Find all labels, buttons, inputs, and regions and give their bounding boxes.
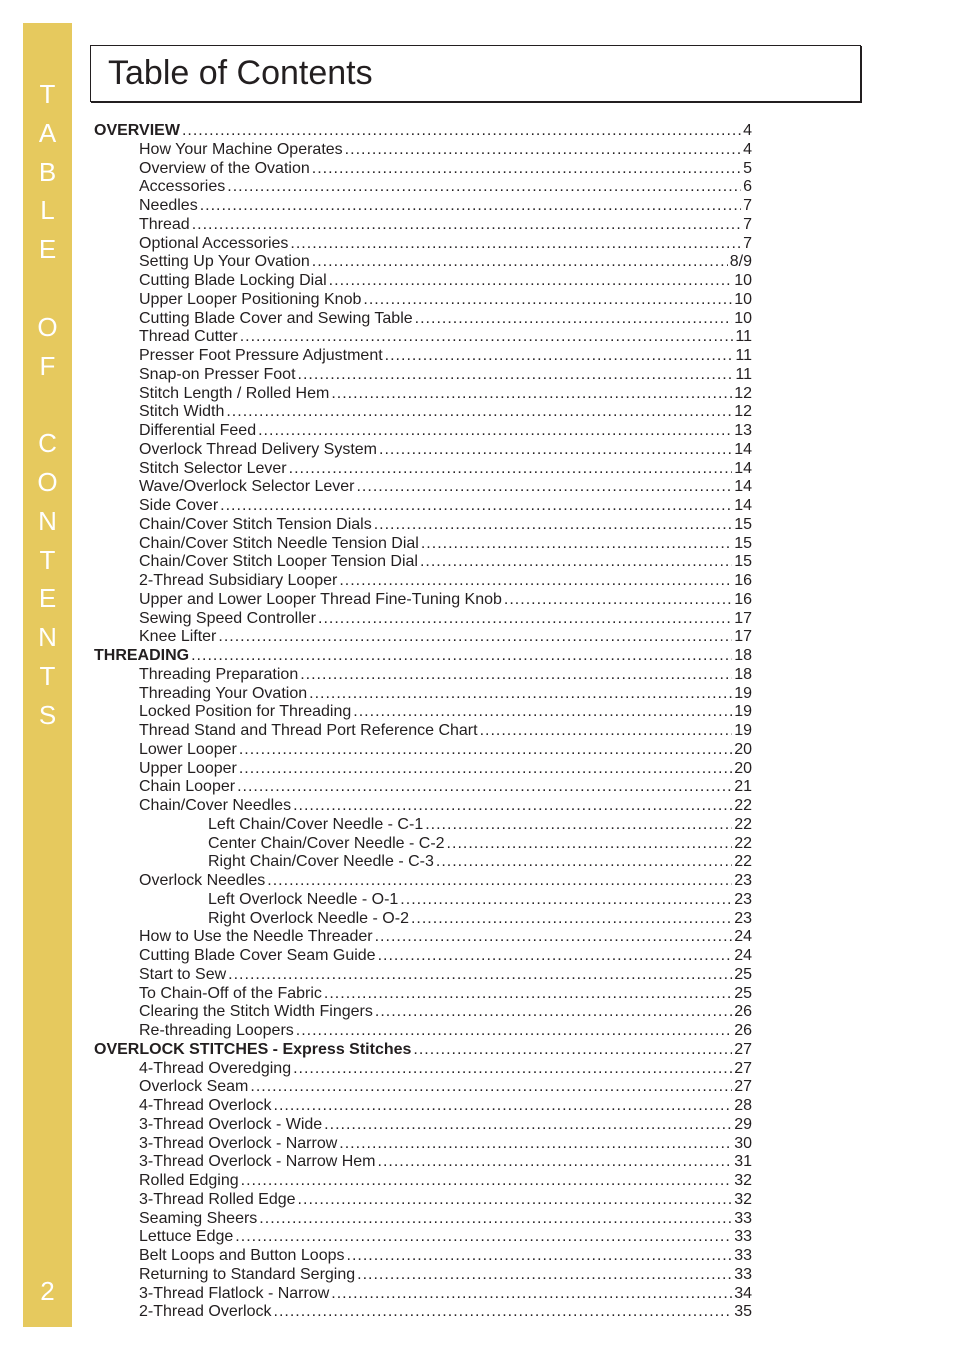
toc-page-number: 7 — [743, 197, 752, 214]
toc-dot-leader — [480, 722, 733, 741]
toc-entry — [94, 478, 752, 497]
sidebar-letter: O — [37, 311, 58, 342]
toc-entry-title: Upper and Lower Looper Thread Fine-Tuning Knob — [139, 590, 502, 608]
toc-dot-leader — [258, 422, 732, 441]
toc-page-number: 33 — [734, 1209, 752, 1227]
sidebar-letter: O — [37, 466, 58, 497]
toc-entry — [94, 441, 752, 460]
toc-dot-leader — [239, 741, 732, 760]
toc-entry — [94, 516, 752, 535]
toc-dot-leader — [375, 1003, 732, 1022]
toc-entry-title: Clearing the Stitch Width Fingers — [139, 1003, 373, 1021]
toc-dot-leader — [274, 1097, 733, 1116]
toc-dot-leader — [331, 385, 732, 404]
toc-dot-leader — [339, 1135, 732, 1154]
toc-entry-title: Side Cover — [139, 497, 219, 514]
toc-entry — [94, 1285, 752, 1304]
sidebar-letter: S — [38, 699, 57, 730]
toc-entry-title: Locked Position for Threading — [139, 703, 352, 721]
toc-page-number: 21 — [734, 778, 752, 796]
toc-entry-title: Knee Lifter — [139, 628, 217, 646]
toc-entry-title: Setting Up Your Ovation — [139, 253, 310, 271]
toc-page-number: 28 — [734, 1097, 752, 1114]
toc-dot-leader — [200, 197, 741, 216]
toc-entry — [94, 947, 752, 966]
toc-dot-leader — [227, 178, 741, 197]
sidebar-letter: T — [39, 544, 56, 575]
title-box — [90, 45, 861, 102]
toc-dot-leader — [356, 478, 732, 497]
toc-page-number: 32 — [734, 1172, 752, 1189]
sidebar-letter — [44, 269, 51, 308]
toc-entry — [94, 572, 752, 591]
toc-entry — [94, 235, 752, 254]
toc-dot-leader — [425, 816, 732, 835]
toc-page-number: 33 — [734, 1247, 752, 1264]
sidebar-letter: C — [38, 428, 57, 459]
toc-entry-title: Re-threading Loopers — [139, 1022, 294, 1039]
toc-dot-leader — [239, 760, 732, 779]
toc-page-number: 10 — [734, 309, 752, 327]
toc-entry-title: Stitch Width — [139, 403, 225, 421]
toc-dot-leader — [235, 1228, 732, 1247]
toc-page-number: 34 — [734, 1284, 752, 1302]
toc-entry — [94, 910, 752, 929]
toc-entry-title: Threading Preparation — [139, 665, 299, 683]
toc-section — [94, 122, 752, 141]
toc-entry-title: Seaming Sheers — [139, 1209, 258, 1227]
toc-page-number: 5 — [743, 159, 752, 177]
toc-page-number: 27 — [734, 1078, 752, 1096]
toc-entry — [94, 722, 752, 741]
sidebar-letter: L — [40, 195, 55, 226]
toc-dot-leader — [259, 1210, 732, 1229]
toc-dot-leader — [192, 216, 741, 235]
toc-entry-title: Cutting Blade Cover and Sewing Table — [139, 309, 413, 327]
toc-entry — [94, 178, 752, 197]
toc-entry-title: Thread Cutter — [139, 328, 238, 346]
toc-entry-title: Overlock Needles — [139, 872, 266, 889]
toc-dot-leader — [290, 235, 741, 254]
toc-entry — [94, 703, 752, 722]
toc-entry — [94, 460, 752, 479]
toc-page-number: 20 — [734, 740, 752, 758]
toc-dot-leader — [240, 328, 734, 347]
toc-entry — [94, 966, 752, 985]
toc-entry — [94, 253, 752, 272]
toc-list — [94, 122, 752, 1322]
toc-entry — [94, 291, 752, 310]
toc-entry-title: Stitch Length / Rolled Hem — [139, 384, 330, 402]
toc-dot-leader — [324, 985, 732, 1004]
toc-entry — [94, 610, 752, 629]
toc-dot-leader — [378, 947, 733, 966]
toc-dot-leader — [447, 835, 733, 854]
toc-entry-title: 3-Thread Overlock - Narrow — [139, 1134, 338, 1152]
toc-dot-leader — [375, 928, 733, 947]
toc-page-number: 23 — [734, 872, 752, 889]
toc-page-number: 27 — [734, 1040, 752, 1058]
toc-entry — [94, 1135, 752, 1154]
toc-dot-leader — [413, 1041, 732, 1060]
toc-dot-leader — [415, 310, 733, 329]
toc-entry-title: 3-Thread Rolled Edge — [139, 1190, 296, 1208]
toc-entry-title: Cutting Blade Locking Dial — [139, 272, 327, 289]
toc-dot-leader — [309, 685, 732, 704]
toc-entry-title: Start to Sew — [139, 965, 227, 983]
toc-entry — [94, 553, 752, 572]
toc-dot-leader — [339, 572, 732, 591]
toc-page-number: 10 — [734, 272, 752, 289]
toc-page-number: 22 — [734, 834, 752, 852]
toc-page-number: 12 — [734, 403, 752, 421]
toc-entry-title: Overview of the Ovation — [139, 159, 310, 177]
toc-entry — [94, 160, 752, 179]
toc-page-number: 22 — [734, 797, 752, 814]
toc-page-number: 18 — [734, 665, 752, 683]
toc-section — [94, 647, 752, 666]
toc-page-number: 14 — [734, 440, 752, 458]
toc-entry — [94, 797, 752, 816]
sidebar-letter: B — [38, 156, 57, 187]
toc-dot-leader — [324, 1116, 732, 1135]
toc-dot-leader — [345, 141, 741, 160]
toc-entry-title: Center Chain/Cover Needle - C-2 — [208, 834, 445, 852]
toc-entry — [94, 497, 752, 516]
toc-page-number: 14 — [734, 497, 752, 514]
toc-entry-title: Chain/Cover Stitch Tension Dials — [139, 515, 372, 533]
toc-dot-leader — [420, 553, 732, 572]
toc-entry-title: Cutting Blade Cover Seam Guide — [139, 947, 376, 964]
toc-page-number: 4 — [743, 122, 752, 139]
toc-entry-title: Thread — [139, 215, 190, 233]
toc-page-number: 17 — [734, 628, 752, 646]
toc-page-number: 24 — [734, 947, 752, 964]
toc-entry — [94, 1210, 752, 1229]
toc-entry — [94, 1097, 752, 1116]
toc-entry-title: Upper Looper Positioning Knob — [139, 290, 362, 308]
toc-entry — [94, 928, 752, 947]
toc-page-number: 12 — [734, 384, 752, 402]
toc-entry — [94, 310, 752, 329]
toc-page-number: 23 — [734, 909, 752, 927]
toc-entry-title: Rolled Edging — [139, 1172, 239, 1189]
sidebar-letter: T — [39, 79, 56, 109]
toc-dot-leader — [400, 891, 732, 910]
toc-entry — [94, 1172, 752, 1191]
toc-entry-title: Returning to Standard Serging — [139, 1265, 356, 1283]
toc-dot-leader — [329, 272, 733, 291]
toc-page-number: 18 — [734, 647, 752, 664]
toc-dot-leader — [318, 610, 732, 629]
toc-entry — [94, 141, 752, 160]
toc-dot-leader — [293, 1060, 732, 1079]
toc-page-number: 13 — [734, 422, 752, 439]
toc-entry-title: Needles — [139, 197, 198, 214]
toc-entry — [94, 1303, 752, 1322]
toc-page-number: 30 — [734, 1134, 752, 1152]
toc-page-number: 23 — [734, 890, 752, 908]
toc-entry — [94, 1228, 752, 1247]
toc-page-number: 14 — [734, 459, 752, 477]
toc-dot-leader — [312, 160, 741, 179]
toc-entry-title: Optional Accessories — [139, 234, 289, 252]
toc-dot-leader — [228, 966, 732, 985]
toc-page-number: 33 — [734, 1265, 752, 1283]
toc-page-number: 10 — [734, 290, 752, 308]
toc-page-number: 15 — [734, 515, 752, 533]
toc-dot-leader — [411, 910, 732, 929]
toc-page-number: 29 — [734, 1115, 752, 1133]
toc-entry-title: Presser Foot Pressure Adjustment — [139, 347, 383, 364]
sidebar-letter: F — [39, 350, 56, 381]
toc-entry — [94, 591, 752, 610]
toc-page-number: 15 — [734, 553, 752, 571]
sidebar-letter: N — [38, 505, 57, 536]
toc-dot-leader — [331, 1285, 732, 1304]
toc-entry — [94, 1116, 752, 1135]
toc-entry-title: Chain/Cover Stitch Needle Tension Dial — [139, 534, 419, 552]
toc-entry — [94, 872, 752, 891]
toc-entry — [94, 778, 752, 797]
toc-entry — [94, 1003, 752, 1022]
toc-page-number: 24 — [734, 928, 752, 946]
toc-entry — [94, 760, 752, 779]
toc-entry — [94, 853, 752, 872]
toc-entry — [94, 328, 752, 347]
toc-entry-title: Accessories — [139, 178, 226, 196]
toc-dot-leader — [504, 591, 732, 610]
toc-dot-leader — [312, 253, 728, 272]
toc-entry — [94, 216, 752, 235]
toc-entry-title: 2-Thread Overlock — [139, 1303, 272, 1321]
toc-entry-title: Belt Loops and Button Loops — [139, 1247, 345, 1264]
toc-dot-leader — [357, 1266, 732, 1285]
toc-page-number: 16 — [734, 572, 752, 589]
toc-page-number: 26 — [734, 1022, 752, 1039]
toc-dot-leader — [191, 647, 732, 666]
toc-dot-leader — [220, 497, 732, 516]
toc-page-number: 32 — [734, 1190, 752, 1208]
toc-dot-leader — [374, 516, 733, 535]
toc-entry — [94, 1247, 752, 1266]
toc-page-number: 17 — [734, 609, 752, 627]
toc-entry-title: Thread Stand and Thread Port Reference Chart — [139, 722, 478, 739]
toc-page-number: 35 — [734, 1303, 752, 1321]
toc-page-number: 4 — [743, 140, 752, 158]
toc-page-number: 25 — [734, 984, 752, 1002]
sidebar-vertical-label — [23, 75, 72, 735]
toc-entry-title: 4-Thread Overlock — [139, 1097, 272, 1114]
toc-entry-title: Lettuce Edge — [139, 1228, 234, 1246]
toc-entry-title: Overlock Seam — [139, 1078, 249, 1096]
toc-page-number: 33 — [734, 1228, 752, 1246]
toc-dot-leader — [347, 1247, 733, 1266]
toc-dot-leader — [274, 1303, 733, 1322]
toc-dot-leader — [385, 347, 734, 366]
toc-entry — [94, 347, 752, 366]
toc-entry — [94, 1022, 752, 1041]
toc-dot-leader — [379, 441, 732, 460]
toc-dot-leader — [436, 853, 732, 872]
toc-dot-leader — [353, 703, 732, 722]
toc-page-number: 16 — [734, 590, 752, 608]
toc-page-number: 20 — [734, 759, 752, 777]
toc-page-number: 22 — [734, 853, 752, 871]
sidebar-letter: N — [38, 622, 57, 653]
toc-entry-title: Lower Looper — [139, 740, 237, 758]
toc-entry-title: Chain Looper — [139, 778, 236, 796]
toc-page-number: 6 — [743, 178, 752, 196]
sidebar-letter: E — [38, 583, 57, 614]
toc-entry — [94, 685, 752, 704]
toc-dot-leader — [241, 1172, 733, 1191]
toc-page-number: 11 — [735, 365, 752, 383]
toc-dot-leader — [289, 460, 733, 479]
toc-dot-leader — [218, 628, 732, 647]
toc-entry-title: THREADING — [94, 647, 190, 664]
toc-dot-leader — [293, 797, 732, 816]
toc-entry-title: OVERLOCK STITCHES - Express Stitches — [94, 1040, 412, 1058]
toc-entry-title: Right Chain/Cover Needle - C-3 — [208, 853, 434, 871]
toc-entry-title: 2-Thread Subsidiary Looper — [139, 572, 338, 589]
toc-entry-title: Snap-on Presser Foot — [139, 365, 296, 383]
toc-entry — [94, 403, 752, 422]
toc-entry-title: Stitch Selector Lever — [139, 459, 287, 477]
toc-dot-leader — [250, 1078, 732, 1097]
toc-entry-title: To Chain-Off of the Fabric — [139, 984, 322, 1002]
toc-entry-title: 3-Thread Overlock - Narrow Hem — [139, 1153, 376, 1171]
toc-entry — [94, 422, 752, 441]
toc-page-number: 8/9 — [729, 253, 752, 271]
sidebar-letter — [44, 385, 51, 424]
sidebar-tab — [23, 23, 72, 1327]
toc-page-number: 19 — [734, 684, 752, 702]
toc-page-number: 27 — [734, 1059, 752, 1077]
toc-entry — [94, 985, 752, 1004]
toc-dot-leader — [296, 1022, 732, 1041]
toc-dot-leader — [267, 872, 732, 891]
toc-entry-title: 4-Thread Overedging — [139, 1059, 292, 1077]
toc-entry — [94, 835, 752, 854]
toc-entry-title: Left Overlock Needle - O-1 — [208, 890, 399, 908]
toc-entry-title: Upper Looper — [139, 759, 237, 777]
toc-page-number: 19 — [734, 703, 752, 721]
toc-entry-title: 3-Thread Overlock - Wide — [139, 1115, 323, 1133]
toc-entry-title: How to Use the Needle Threader — [139, 928, 373, 946]
toc-page-number: 25 — [734, 965, 752, 983]
sidebar-letter: A — [38, 117, 57, 148]
toc-entry — [94, 666, 752, 685]
toc-entry — [94, 628, 752, 647]
toc-entry — [94, 1153, 752, 1172]
toc-dot-leader — [421, 535, 732, 554]
toc-entry — [94, 1266, 752, 1285]
toc-entry-title: Overlock Thread Delivery System — [139, 440, 377, 458]
toc-entry — [94, 1191, 752, 1210]
toc-page-number: 7 — [743, 215, 752, 233]
toc-page-number: 26 — [734, 1003, 752, 1021]
toc-entry-title: Wave/Overlock Selector Lever — [139, 478, 355, 496]
toc-entry-title: 3-Thread Flatlock - Narrow — [139, 1284, 330, 1302]
toc-entry — [94, 366, 752, 385]
toc-page-number: 11 — [735, 347, 752, 364]
toc-entry-title: Threading Your Ovation — [139, 684, 308, 702]
toc-page-number: 19 — [734, 722, 752, 739]
toc-page-number: 11 — [735, 328, 752, 346]
toc-entry-title: Differential Feed — [139, 422, 257, 439]
toc-section — [94, 1041, 752, 1060]
toc-entry-title: OVERVIEW — [94, 122, 180, 139]
toc-dot-leader — [298, 1191, 733, 1210]
toc-entry — [94, 1060, 752, 1079]
toc-entry-title: How Your Machine Operates — [139, 140, 343, 158]
toc-page-number: 22 — [734, 815, 752, 833]
toc-entry — [94, 741, 752, 760]
page-title: Table of Contents — [108, 54, 373, 92]
toc-page-number: 15 — [734, 534, 752, 552]
toc-entry — [94, 816, 752, 835]
toc-dot-leader — [237, 778, 732, 797]
sidebar-letter: T — [39, 660, 56, 691]
toc-dot-leader — [300, 666, 732, 685]
toc-page-number: 31 — [734, 1153, 752, 1171]
page-number: 2 — [40, 1276, 55, 1306]
toc-entry — [94, 1078, 752, 1097]
toc-entry — [94, 385, 752, 404]
toc-dot-leader — [226, 403, 732, 422]
toc-entry — [94, 891, 752, 910]
toc-entry — [94, 535, 752, 554]
toc-entry-title: Sewing Speed Controller — [139, 609, 316, 627]
toc-dot-leader — [182, 122, 741, 141]
toc-entry-title: Left Chain/Cover Needle - C-1 — [208, 815, 424, 833]
toc-page-number: 14 — [734, 478, 752, 496]
toc-entry-title: Chain/Cover Stitch Looper Tension Dial — [139, 553, 418, 571]
toc-page-number: 7 — [743, 234, 752, 252]
toc-entry-title: Chain/Cover Needles — [139, 797, 292, 814]
toc-entry — [94, 272, 752, 291]
toc-entry-title: Right Overlock Needle - O-2 — [208, 909, 409, 927]
toc-dot-leader — [298, 366, 734, 385]
sidebar-letter: E — [38, 234, 57, 265]
toc-entry — [94, 197, 752, 216]
toc-dot-leader — [363, 291, 732, 310]
toc-dot-leader — [378, 1153, 733, 1172]
